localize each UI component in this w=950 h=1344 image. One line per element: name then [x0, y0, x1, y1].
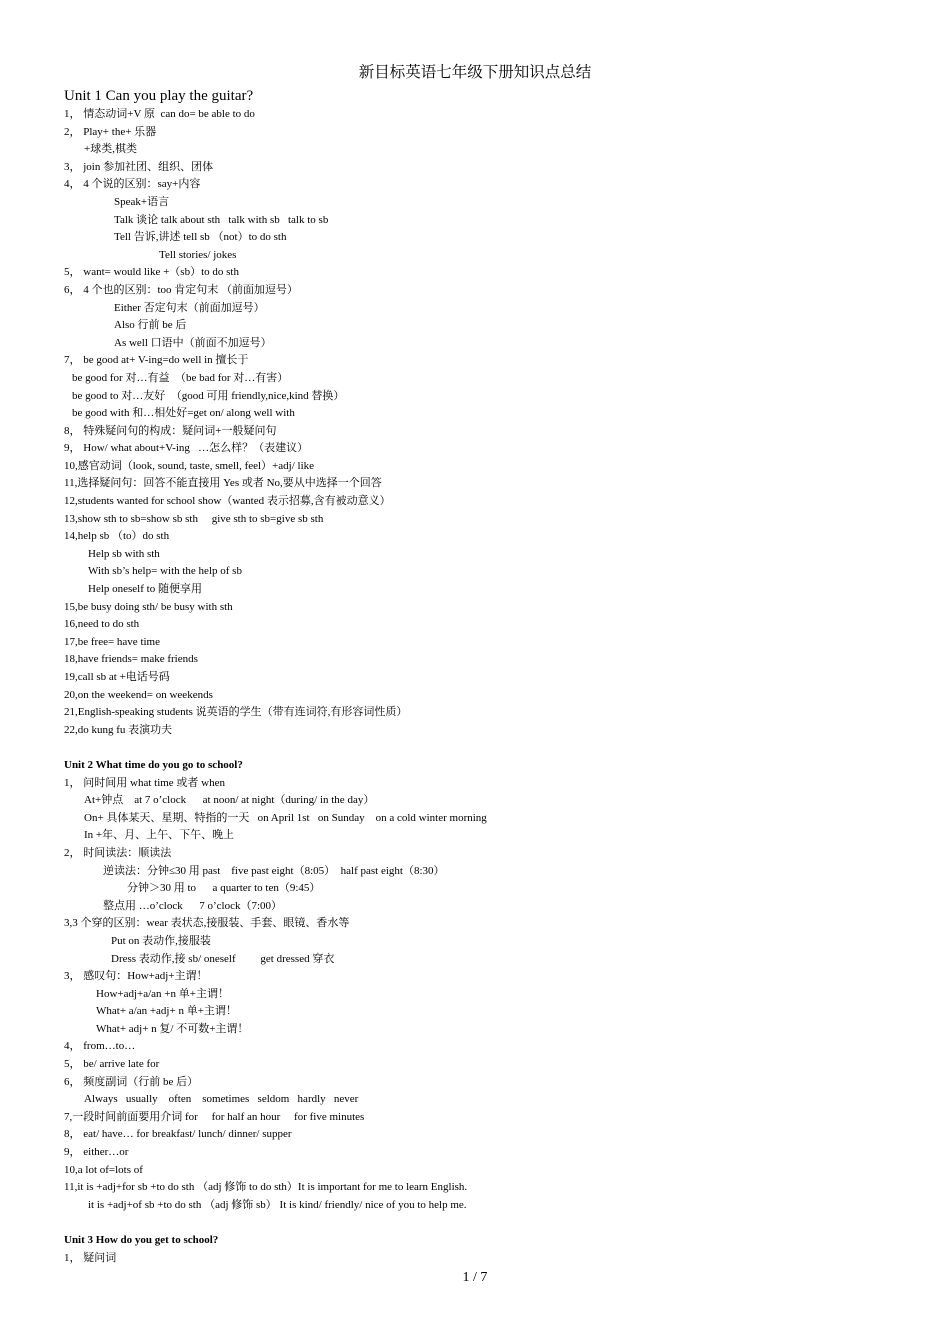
- page-number: 1 / 7: [462, 1270, 488, 1285]
- unit1-heading: Unit 1 Can you play the guitar?: [64, 88, 254, 104]
- document-title: 新目标英语七年级下册知识点总结: [358, 64, 592, 81]
- unit1-line: 16,need to do sth: [64, 618, 140, 631]
- unit1-line: Tell stories/ jokes: [159, 248, 237, 261]
- unit1-line: 7， be good at+ V-ing=do well in 擅长于: [64, 354, 249, 367]
- unit1-line: 10,感官动词（look, sound, taste, smell, feel）+adj/ like: [64, 459, 315, 472]
- unit1-line: 4， 4 个说的区别：say+内容: [64, 178, 201, 191]
- unit2-line: Always usually often sometimes seldom hardly never: [84, 1093, 359, 1106]
- unit1-line: 2， Play+ the+ 乐器: [64, 125, 157, 138]
- unit1-line: Help oneself to 随便享用: [88, 583, 202, 596]
- unit2-line: Put on 表动作,接服装: [111, 934, 211, 947]
- unit2-line: How+adj+a/an +n 单+主谓！: [96, 987, 229, 1000]
- unit1-line: be good with 和…相处好=get on/ along well with: [72, 407, 295, 420]
- unit1-line: 8， 特殊疑问句的构成：疑问词+一般疑问句: [64, 424, 277, 437]
- unit1-line: As well 口语中（前面不加逗号）: [114, 336, 272, 349]
- unit1-line: With sb’s help= with the help of sb: [88, 565, 242, 578]
- unit1-line: 17,be free= have time: [64, 635, 160, 648]
- unit1-line: 21,English-speaking students 说英语的学生（带有连词符,有形容词性质）: [64, 706, 408, 719]
- unit2-line: What+ a/an +adj+ n 单+主谓！: [96, 1005, 237, 1018]
- unit2-line: 整点用 …o’clock 7 o’clock（7:00）: [103, 899, 283, 912]
- unit1-line: Either 否定句末（前面加逗号）: [114, 301, 265, 314]
- unit2-line: In +年、月、上午、下午、晚上: [84, 829, 235, 842]
- unit1-line: 18,have friends= make friends: [64, 653, 198, 666]
- unit1-line: 11,选择疑问句：回答不能直接用 Yes 或者 No,要从中选择一个回答: [64, 477, 382, 490]
- unit2-line: 1， 问时间用 what time 或者 when: [64, 776, 226, 789]
- unit2-line: 5， be/ arrive late for: [64, 1058, 160, 1071]
- unit1-line: 19,call sb at +电话号码: [64, 671, 170, 683]
- spacer: [64, 1214, 894, 1232]
- unit1-line: 12,students wanted for school show（wanted 表示招募,含有被动意义）: [64, 495, 391, 508]
- unit3-line: 1， 疑问词: [64, 1251, 117, 1264]
- document-body: [64, 86, 894, 1267]
- unit1-line: Speak+语言: [114, 195, 170, 208]
- unit1-line: 6， 4 个也的区别：too 肯定句末 （前面加逗号）: [64, 283, 299, 296]
- unit1-line: Also 行前 be 后: [114, 319, 187, 332]
- unit2-line: 逆读法：分钟≤30 用 past five past eight（8:05） half past eight（8:30）: [103, 864, 445, 877]
- unit2-line: 分钟＞30 用 to a quarter to ten（9:45）: [127, 882, 321, 895]
- unit2-line: What+ adj+ n 复/ 不可数+主谓！: [96, 1022, 249, 1035]
- unit2-line: 3， 感叹句：How+adj+主谓！: [64, 970, 208, 983]
- unit2-line: 10,a lot of=lots of: [64, 1163, 143, 1176]
- spacer: [64, 739, 894, 757]
- unit1-line: 1， 情态动词+V 原 can do= be able to do: [64, 108, 255, 120]
- unit1-line: 3， join 参加社团、组织、团体: [64, 160, 214, 173]
- unit2-line: Dress 表动作,接 sb/ oneself get dressed 穿衣: [111, 952, 335, 965]
- unit1-line: Tell 告诉,讲述 tell sb （not）to do sth: [114, 231, 287, 244]
- unit1-line: 22,do kung fu 表演功夫: [64, 723, 173, 736]
- unit2-line: On+ 具体某天、星期、特指的一天 on April 1st on Sunday on a cold winter morning: [84, 811, 487, 824]
- unit2-line: 9， either…or: [64, 1146, 129, 1159]
- unit2-line: 8， eat/ have… for breakfast/ lunch/ dinner/ supper: [64, 1128, 292, 1141]
- unit1-line: be good to 对…友好 （good 可用 friendly,nice,kind 替换）: [72, 389, 345, 402]
- unit2-line: 4， from…to…: [64, 1040, 136, 1053]
- unit2-line: it is +adj+of sb +to do sth （adj 修饰 sb） It is kind/ friendly/ nice of you to help me.: [88, 1198, 467, 1211]
- unit3-heading: Unit 3 How do you get to school?: [64, 1234, 219, 1246]
- unit1-line: 20,on the weekend= on weekends: [64, 688, 213, 701]
- unit2-line: 3,3 个穿的区别：wear 表状态,接服装、手套、眼镜、香水等: [64, 917, 350, 930]
- unit1-line: 5， want= would like +（sb）to do sth: [64, 266, 239, 279]
- unit2-line: 7,一段时间前面要用介词 for for half an hour for five minutes: [64, 1110, 365, 1123]
- unit1-line: +球类,棋类: [84, 143, 137, 156]
- unit1-line: 13,show sth to sb=show sb sth give sth to sb=give sb sth: [64, 512, 324, 525]
- unit2-heading: Unit 2 What time do you go to school?: [64, 758, 243, 771]
- unit1-line: 14,help sb （to）do sth: [64, 530, 170, 543]
- unit1-line: Talk 谈论 talk about sth talk with sb talk to sb: [114, 213, 329, 226]
- unit2-line: At+钟点 at 7 o’clock at noon/ at night（during/ in the day）: [84, 794, 375, 807]
- unit1-line: Help sb with sth: [88, 547, 160, 560]
- unit1-line: 9， How/ what about+V-ing …怎么样？（表建议）: [64, 442, 309, 455]
- unit2-line: 2， 时间读法：顺读法: [64, 846, 172, 859]
- unit1-line: 15,be busy doing sth/ be busy with sth: [64, 600, 233, 613]
- unit2-line: 6， 频度副词（行前 be 后）: [64, 1075, 199, 1088]
- unit1-line: be good for 对…有益 （be bad for 对…有害）: [72, 371, 289, 384]
- unit2-line: 11,it is +adj+for sb +to do sth （adj 修饰 to do sth）It is important for me to learn English.: [64, 1181, 468, 1194]
